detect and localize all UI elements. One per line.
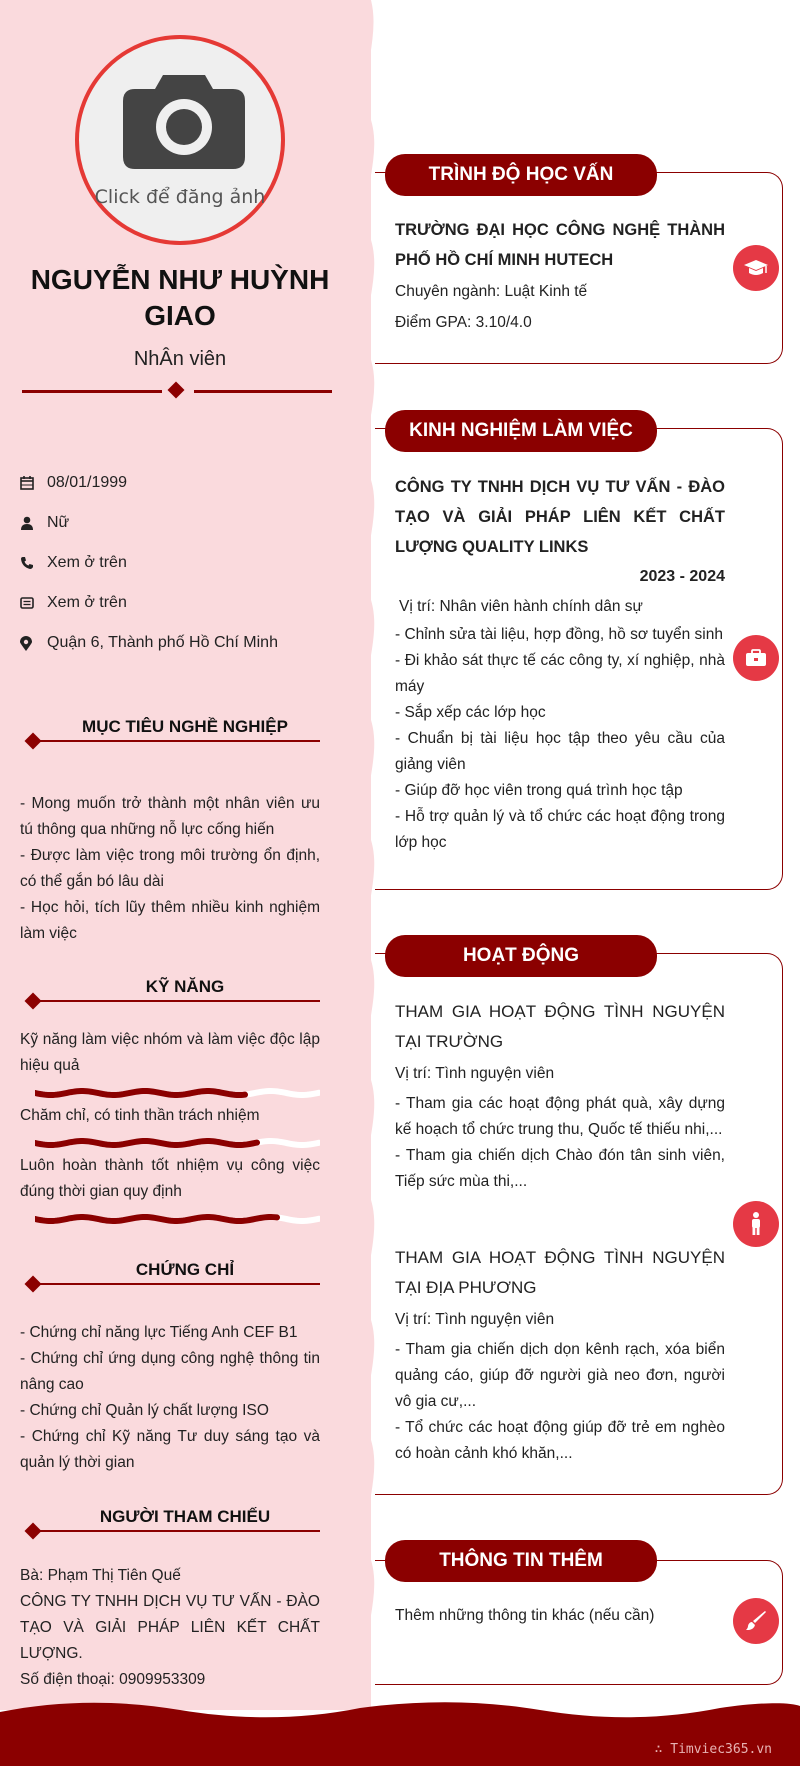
candidate-position: NhÂn viên [133,348,227,370]
education-title: TRÌNH ĐỘ HỌC VẤN [385,154,657,196]
references-text: Bà: Phạm Thị Tiên Quế CÔNG TY TNHH DỊCH VỤ TƯ VẤN - ĐÀO TẠO VÀ GIẢI PHÁP LIÊN KẾT CHẤT LƯỢNG. Số điện thoại: 0909953309 [20,1567,320,1688]
education-major: Chuyên ngành: Luật Kinh tế [395,283,588,300]
calendar-icon [20,476,47,490]
contact-address [20,623,340,663]
contact-phone [20,543,340,583]
skill-fill [35,1141,257,1145]
objective-text: - Mong muốn trở thành một nhân viên ưu tú thông qua những nỗ lực cống hiến - Được làm việc trong môi trường ổn định, có thể gắn bó lâu dài - Học hỏi, tích lũy thêm nhiều kinh nghiệm làm việc [20,795,320,942]
education-school: TRƯỜNG ĐẠI HỌC CÔNG NGHỆ THÀNH PHỐ HỒ CHÍ MINH HUTECH [395,221,725,269]
skills-title: KỸ NĂNG [145,977,225,996]
skills-heading [20,977,320,1007]
skill-fill [35,1217,277,1221]
experience-period: 2023 - 2024 [639,568,725,585]
skill-level-bar [35,1213,320,1225]
contact-list [20,463,340,663]
contact-text: Quận 6, Thành phố Hồ Chí Minh [47,634,278,651]
additional-title: THÔNG TIN THÊM [385,1540,657,1582]
user-icon [20,516,47,530]
activity-details: - Tham gia chiến dịch dọn kênh rạch, xóa biển quảng cáo, giúp đỡ người già neo đơn, người vô gia cư,... - Tổ chức các hoạt động giúp đỡ trẻ em nghèo có hoàn cảnh khó khăn,... [395,1341,725,1462]
activity-details: - Tham gia các hoạt động phát quà, xây dựng kế hoạch tổ chức trung thu, Quốc tế thiếu nhi,... - Tham gia chiến dịch Chào đón tân sinh viên, Tiếp sức mùa thi,... [395,1095,725,1190]
contact-birthday [20,463,340,503]
activity-role: Vị trí: Tình nguyện viên [395,1311,555,1328]
certificates-heading [20,1260,320,1290]
skill-wave [35,1087,320,1099]
experience-content [395,472,725,856]
camera-icon [123,69,245,169]
skill-level-bar [35,1087,320,1099]
activity-name: THAM GIA HOẠT ĐỘNG TÌNH NGUYỆN TẠI ĐỊA PHƯƠNG [395,1248,725,1297]
location-icon [20,636,47,651]
additional-text: Thêm những thông tin khác (nếu cần) [395,1607,655,1624]
certificates-title: CHỨNG CHỈ [135,1260,235,1279]
education-gpa: Điểm GPA: 3.10/4.0 [395,314,532,331]
skill-fill [35,1091,245,1095]
objective-title: MỤC TIÊU NGHỀ NGHIỆP [82,717,288,736]
paint-brush-icon [745,1610,767,1632]
objective-heading [20,717,320,747]
activities-title: HOẠT ĐỘNG [385,935,657,977]
references-title: NGƯỜI THAM CHIẾU [99,1507,271,1526]
references-heading [20,1507,320,1537]
phone-icon [20,556,47,570]
activity-item [395,997,725,1195]
name-divider [22,390,332,393]
person-icon [749,1212,763,1236]
contact-text: 08/01/1999 [47,474,128,491]
skill-name: Chăm chỉ, có tinh thần trách nhiệm [20,1107,260,1124]
contact-text: Xem ở trên [47,594,127,611]
watermark-text: Timviec365.vn [670,1742,772,1757]
avatar-upload[interactable] [75,35,285,245]
contact-text: Nữ [47,514,70,531]
education-content [395,215,725,336]
briefcase-icon [745,649,767,667]
watermark: ∴ Timviec365.vn [654,1742,772,1757]
candidate-name: NGUYỄN NHƯ HUỲNH GIAO [30,264,330,331]
photo-upload-label: Click để đăng ảnh [94,186,266,208]
education-badge [733,245,779,291]
skill-name: Kỹ năng làm việc nhóm và làm việc độc lập hiệu quả [20,1031,320,1074]
skill-name: Luôn hoàn thành tốt nhiệm vụ công việc đúng thời gian quy định [20,1157,320,1200]
activity-role: Vị trí: Tình nguyện viên [395,1065,555,1082]
additional-badge [733,1598,779,1644]
skill-wave [35,1213,320,1225]
experience-details: - Chỉnh sửa tài liệu, hợp đồng, hồ sơ tuyển sinh - Đi khảo sát thực tế các công ty, xí nghiệp, nhà máy - Sắp xếp các lớp học - Chuẩn bị tài liệu học tập theo yêu cầu của giảng viên - Giúp đỡ học viên trong quá trình học tập - Hỗ trợ quản lý và tổ chức các hoạt động trong lớp học [395,626,725,851]
experience-role: Vị trí: Nhân viên hành chính dân sự [399,598,643,615]
certificates-text: - Chứng chỉ năng lực Tiếng Anh CEF B1 - Chứng chỉ ứng dụng công nghệ thông tin nâng cao - Chứng chỉ Quản lý chất lượng ISO - Chứng chỉ Kỹ năng Tư duy sáng tạo và quản lý thời gian [20,1324,320,1471]
skill-level-bar [35,1137,320,1149]
contact-email [20,583,340,623]
activity-name: THAM GIA HOẠT ĐỘNG TÌNH NGUYỆN TẠI TRƯỜNG [395,1002,725,1051]
experience-company: CÔNG TY TNHH DỊCH VỤ TƯ VẤN - ĐÀO TẠO VÀ GIẢI PHÁP LIÊN KẾT CHẤT LƯỢNG QUALITY LINKS [395,478,725,556]
email-icon [20,596,47,610]
activity-item [395,1243,725,1467]
activities-badge [733,1201,779,1247]
contact-gender [20,503,340,543]
experience-title: KINH NGHIỆM LÀM VIỆC [385,410,657,452]
experience-badge [733,635,779,681]
graduation-cap-icon [743,258,769,278]
contact-text: Xem ở trên [47,554,127,571]
skill-wave [35,1137,320,1149]
